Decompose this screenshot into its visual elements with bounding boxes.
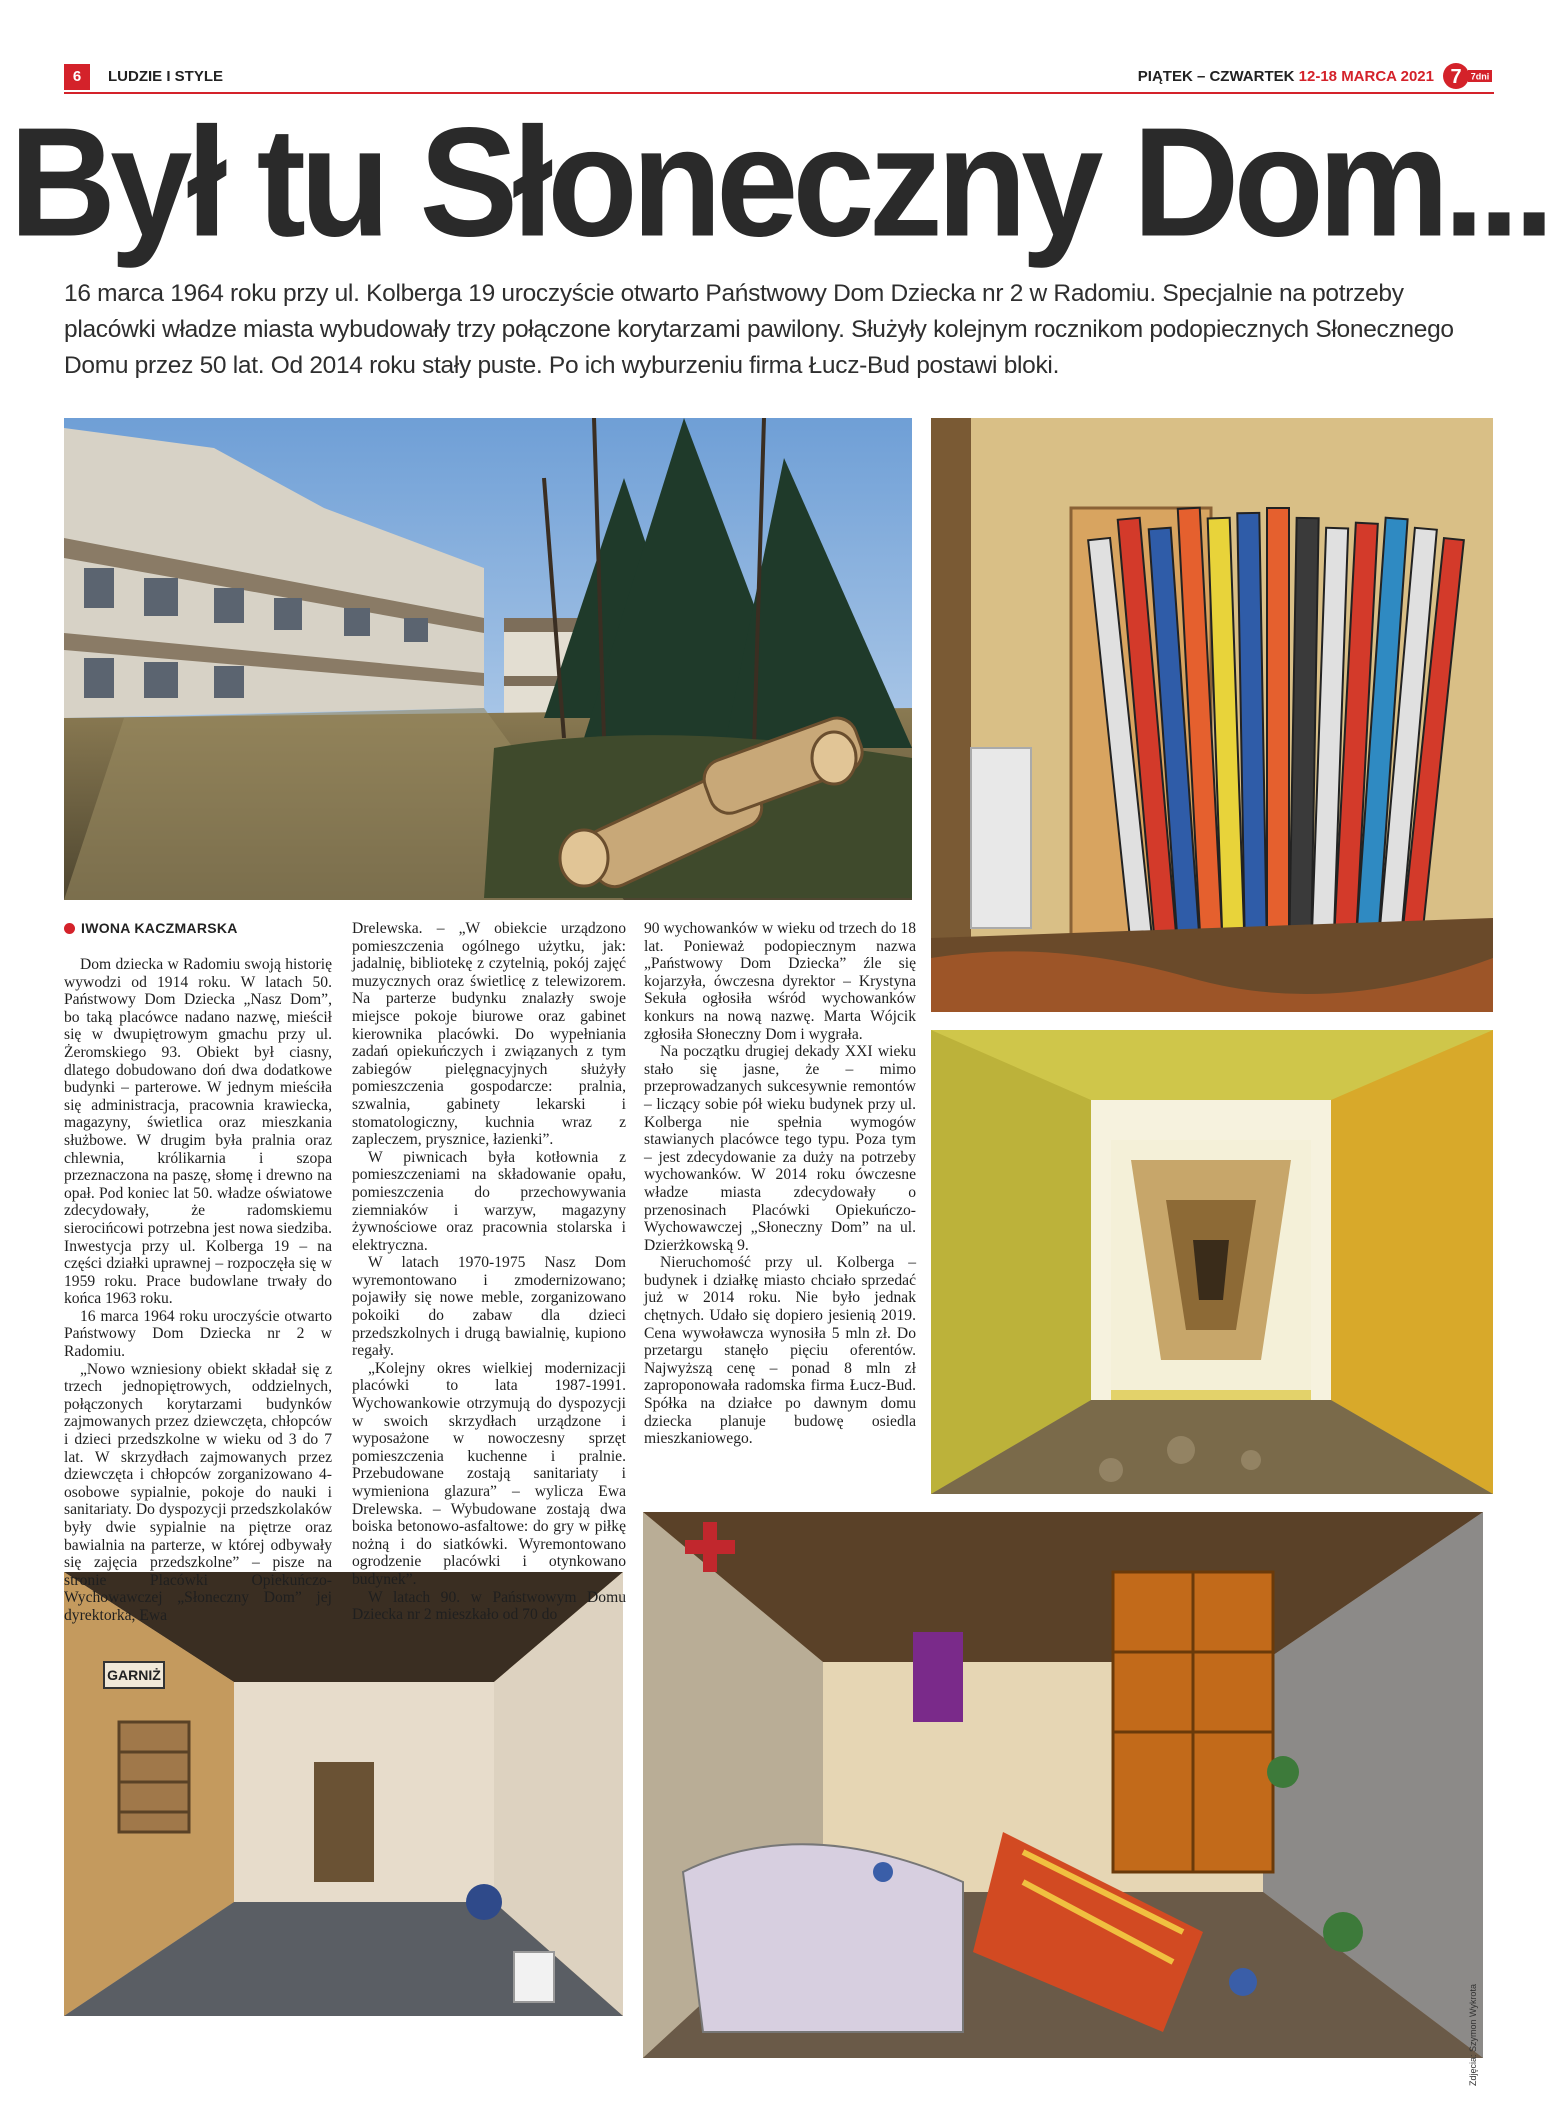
newspaper-logo-icon xyxy=(1442,62,1494,90)
paragraph: Drelewska. – „W obiekcie urządzono pomieszczenia ogólnego użytku, jak: jadalnię, bibliotekę z czytelnią, pokój zajęć muzycznych oraz świetlicę z telewizorem. Na parterze budynku znalazły swoje miejsce pokoje biurowe oraz gabinet kierownika placówki. Do wypełniania zadań opiekuńczych i związanych z tym zabiegów pielęgnacyjnych służyły pomieszczenia gospodarcze: pralnia, szwalnia, gabinety lekarski i stomatologiczny, kuchnia wraz z zapleczem, prysznice, łazienki”. xyxy=(352,920,626,1149)
article-column-2 xyxy=(352,920,626,1624)
photo-messy-room xyxy=(643,1512,1483,2058)
page-number: 6 xyxy=(64,64,90,90)
paragraph: W piwnicach była kotłownia z pomieszczeniami na składowanie opału, pomieszczenia do przechowywania ziemniaków i warzyw, magazyny żywnościowe oraz pracownia stolarska i elektryczna. xyxy=(352,1148,626,1254)
photo-yellow-corridor xyxy=(931,1030,1493,1494)
paragraph: Dom dziecka w Radomiu swoją historię wywodzi od 1914 roku. W latach 50. Państwowy Dom Dziecka „Nasz Dom”, bo taką placówce nadano nazwę, mieścił się w dwupiętrowym gmachu przy ul. Żeromskiego 93. Obiekt był ciasny, dlatego dobudowano doń dwa dodatkowe budynki – parterowe. W jednym mieściła się administracja, pracownia krawiecka, magazyny, świetlica oraz mieszkania służbowe. W drugim była pralnia oraz chlewnia, królikarnia i szopa przeznaczona na paszę, słomę i drewno na opał. Pod koniec lat 50. władze oświatowe zdecydowały, że radomskiemu sierocińcowi potrzebna jest nowa siedziba. Inwestycja przy ul. Kolberga 19 – na części działki uprawnej – rozpoczęła się w 1959 roku. Prace budowlane trwały do końca 1963 roku. xyxy=(64,956,332,1308)
lead-paragraph: 16 marca 1964 roku przy ul. Kolberga 19 uroczyście otwarto Państwowy Dom Dziecka nr 2 w Radomiu. Specjalnie na potrzeby placówki władze miasta wybudowały trzy połączone korytarzami pawilony. Służyły kolejnym rocznikom podopiecznych Słonecznego Domu przez 50 lat. Od 2014 roku stały puste. Po ich wyburzeniu firma Łucz-Bud postawi bloki. xyxy=(64,280,1454,379)
section-name: LUDZIE I STYLE xyxy=(108,68,224,85)
svg-text:7dni: 7dni xyxy=(1470,71,1490,82)
byline-bullet-icon xyxy=(64,923,75,934)
photo-skis-room xyxy=(931,418,1493,1012)
page-header xyxy=(64,62,1494,94)
paragraph: „Nowo wzniesiony obiekt składał się z trzech jednopiętrowych, oddzielnych, połączonych korytarzami budynków zajmowanych przez dziewczęta, chłopców i dzieci przedszkolne w wieku od 3 do 7 lat. W skrzydłach zajmowanych przez dziewczęta i chłopców zorganizowano 4-osobowe sypialnie, pokoje do nauki i sanitariaty. Do dyspozycji przedszkolaków były dwie sypialnie na piętrze oraz bawialnia na parterze, w której odbywały się zajęcia przedszkolne” – pisze na stronie Placówki Opiekuńczo-Wychowawczej „Słoneczny Dom” jej dyrektorka, Ewa xyxy=(64,1360,332,1624)
date-range: 12-18 MARCA 2021 xyxy=(1298,68,1434,85)
article-column-1 xyxy=(64,956,332,1625)
paragraph: Na początku drugiej dekady XXI wieku stało się jasne, że – mimo przeprowadzanych sukcesywnie remontów – liczący sobie pół wieku budynek przy ul. Kolberga nie spełnia wymogów stawianych placówce tego typu. Poza tym – jest zdecydowanie za duży na potrzeby wychowanków. W 2014 roku ówczesne władze miasta zdecydowały o przenosinach Placówki Opiekuńczo-Wychowawczej „Słoneczny Dom” na ul. Dzierżkowską 9. xyxy=(644,1043,916,1254)
paragraph: Nieruchomość przy ul. Kolberga – budynek i działkę miasto chciało sprzedać już w 2014 roku. Nie było jednak chętnych. Udało się dopiero jesienią 2019. Cena wywoławcza wynosiła 5 mln zł. Do przetargu stanęło pięciu oferentów. Najwyższą cenę – ponad 8 mln zł zaproponowała radomska firma Łucz-Bud. Spółka na działce po dawnym domu dziecka planuje budowę osiedla mieszkaniowego. xyxy=(644,1254,916,1448)
author-name: IWONA KACZMARSKA xyxy=(81,920,238,936)
photo-credit: Zdjęcia: Szymon Wykrota xyxy=(1468,1984,1478,2086)
paragraph: 90 wychowanków w wieku od trzech do 18 lat. Ponieważ podopiecznym nazwa „Państwowy Dom Dziecka” źle się kojarzyła, ówczesna dyrektor – Krystyna Sekuła ogłosiła wśród wychowanków konkurs na nową nazwę. Marta Wójcik zgłosiła Słoneczny Dom i wygrała. xyxy=(644,920,916,1043)
svg-text:GARNIŻ: GARNIŻ xyxy=(107,1667,161,1683)
paragraph: W latach 1970-1975 Nasz Dom wyremontowano i zmodernizowano; pojawiły się nowe meble, zorganizowano pokoiki do zabaw dla dzieci przedszkolnych i drugą bawialnię, kupiono regały. xyxy=(352,1254,626,1360)
paragraph: „Kolejny okres wielkiej modernizacji placówki to lata 1987-1991. Wychowankowie otrzymują do dyspozycji w swoich skrzydłach urządzone i wyposażone w nowoczesny sprzęt pomieszczenia kuchenne i pralnie. Przebudowane zostają sanitariaty i wymieniona glazura” – wylicza Ewa Drelewska. – Wybudowane zostają dwa boiska betonowo-asfaltowe: do gry w piłkę nożną i do siatkówki. Wyremontowano ogrodzenie placówki i otynkowano budynek”. xyxy=(352,1359,626,1588)
issue-date xyxy=(1138,68,1434,85)
paragraph: W latach 90. w Państwowym Domu Dziecka nr 2 mieszkało od 70 do xyxy=(352,1588,626,1624)
date-prefix: PIĄTEK – CZWARTEK xyxy=(1137,68,1295,85)
byline xyxy=(64,920,238,936)
paragraph: 16 marca 1964 roku uroczyście otwarto Państwowy Dom Dziecka nr 2 w Radomiu. xyxy=(64,1307,332,1361)
photo-building-exterior xyxy=(64,418,912,900)
photo-garage-room xyxy=(64,1572,623,2016)
article-column-3 xyxy=(644,920,916,1448)
svg-text:7: 7 xyxy=(1450,66,1462,88)
headline: Był tu Słoneczny Dom... xyxy=(9,95,1549,270)
